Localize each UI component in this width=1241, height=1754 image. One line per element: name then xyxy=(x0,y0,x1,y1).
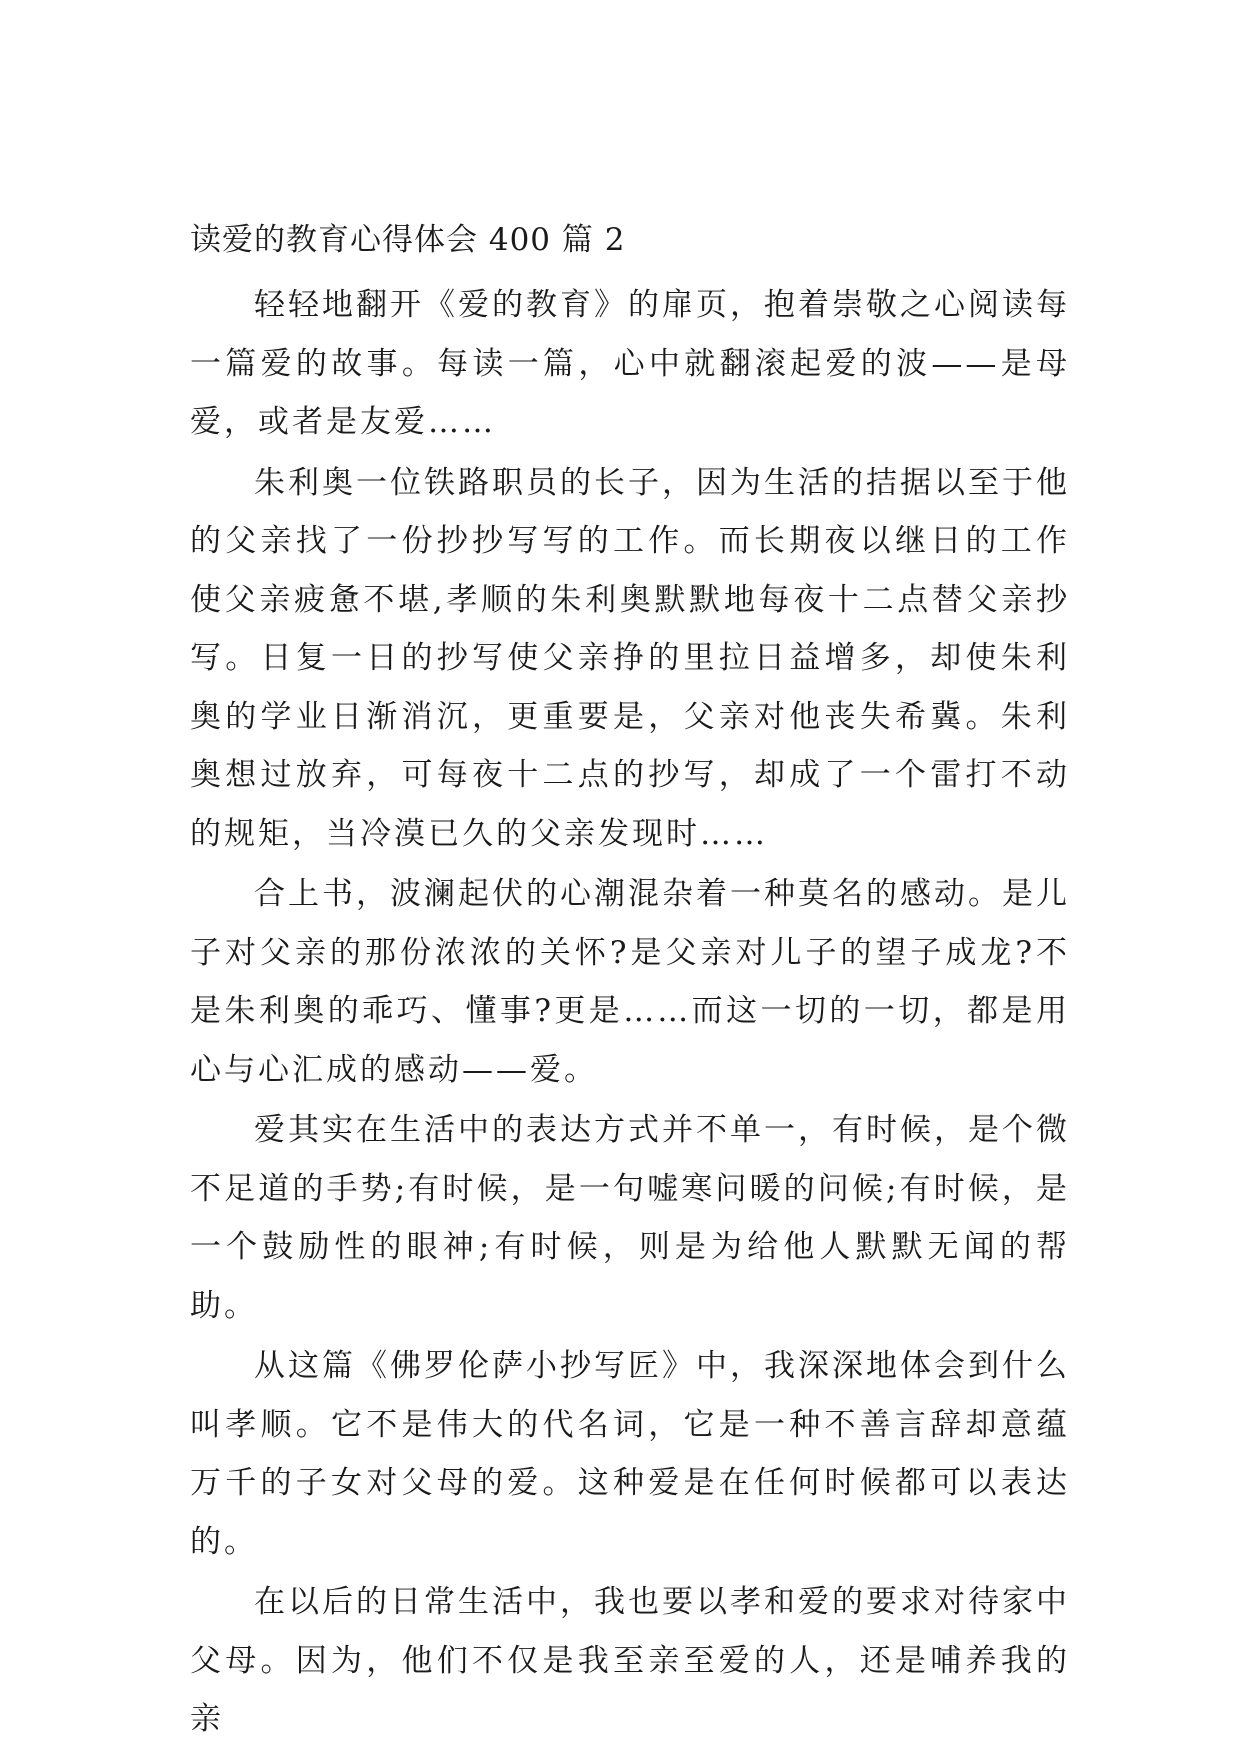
document-title: 读爱的教育心得体会 400 篇 2 xyxy=(190,222,626,258)
document-body xyxy=(190,210,1070,1751)
paragraph-3: 合上书，波澜起伏的心潮混杂着一种莫名的感动。是儿子对父亲的那份浓浓的关怀?是父亲对儿子的望子成龙?不是朱利奥的乖巧、懂事?更是……而这一切的一切，都是用心与心汇成的感动——爱。 xyxy=(190,876,1070,1088)
paragraph-6: 在以后的日常生活中，我也要以孝和爱的要求对待家中父母。因为，他们不仅是我至亲至爱的人，还是哺养我的亲 xyxy=(190,1584,1070,1737)
paragraph-4: 爱其实在生活中的表达方式并不单一，有时候，是个微不足道的手势;有时候，是一句嘘寒问暖的问候;有时候，是一个鼓励性的眼神;有时候，则是为给他人默默无闻的帮助。 xyxy=(190,1112,1070,1324)
paragraph-1: 轻轻地翻开《爱的教育》的扉页，抱着崇敬之心阅读每一篇爱的故事。每读一篇，心中就翻滚起爱的波——是母爱，或者是友爱…… xyxy=(190,287,1070,440)
paragraph-5: 从这篇《佛罗伦萨小抄写匠》中，我深深地体会到什么叫孝顺。它不是伟大的代名词，它是一种不善言辞却意蕴万千的子女对父母的爱。这种爱是在任何时候都可以表达的。 xyxy=(190,1348,1070,1560)
paragraph-2: 朱利奥一位铁路职员的长子，因为生活的拮据以至于他的父亲找了一份抄抄写写的工作。而长期夜以继日的工作使父亲疲惫不堪,孝顺的朱利奥默默地每夜十二点替父亲抄写。日复一日的抄写使父亲挣的里拉日益增多，却使朱利奥的学业日渐消沉，更重要是，父亲对他丧失希冀。朱利奥想过放弃，可每夜十二点的抄写，却成了一个雷打不动的规矩，当冷漠已久的父亲发现时…… xyxy=(190,464,1070,852)
